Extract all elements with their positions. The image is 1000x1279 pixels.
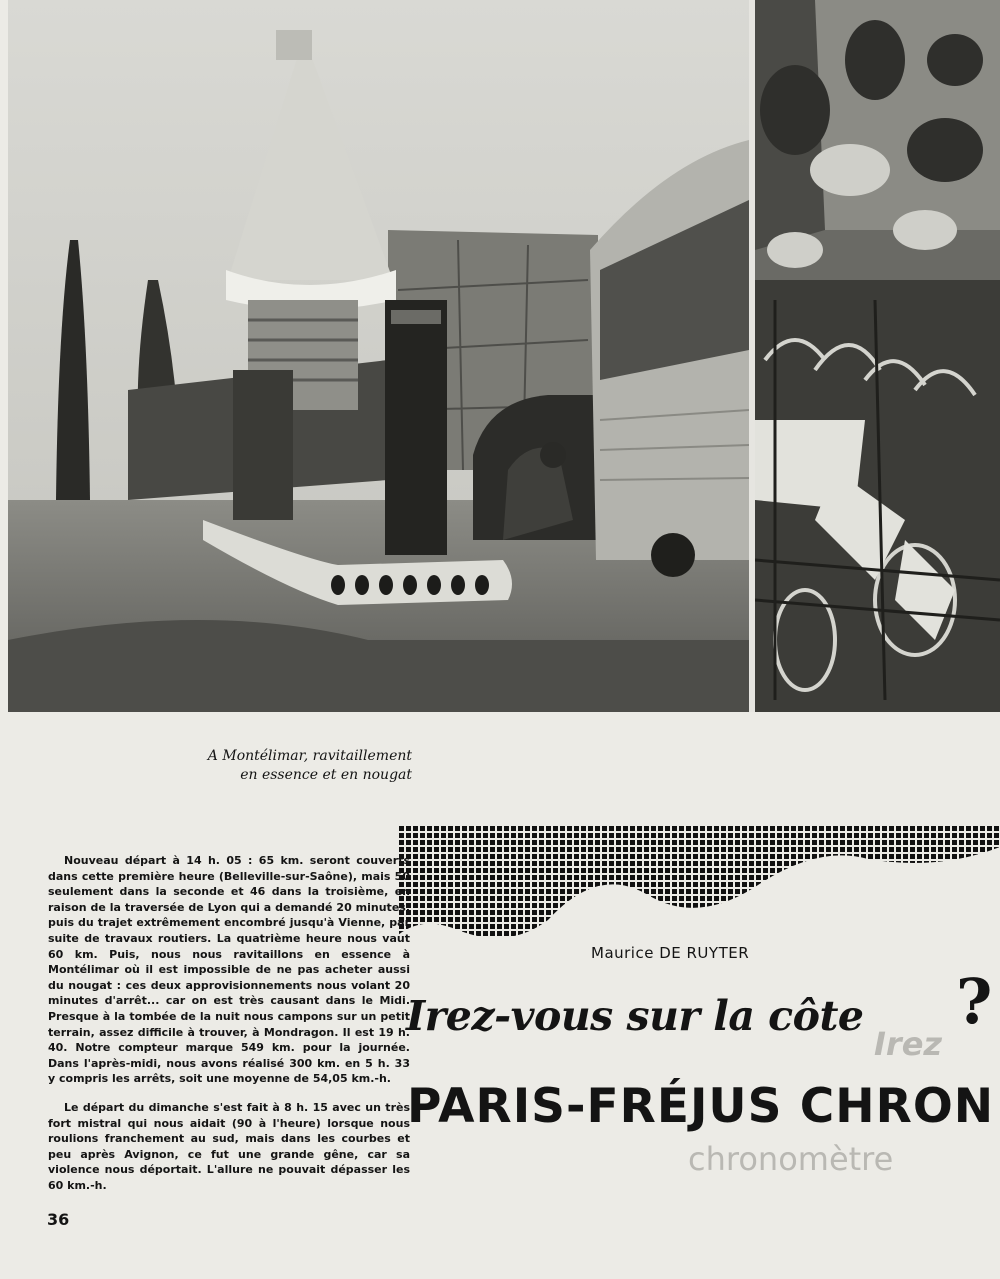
body-paragraph: Le départ du dimanche s'est fait à 8 h. 15 avec un très fort mistral qui nous aidait (90 à l'heure) lorsque nous roulions franchement au sud, mais dans les courbes et peu après Avignon, ce fut une grande gêne, car sa violence nous déportait. L'allure ne pouvait dépasser les 60 km.-h. <box>48 1101 410 1192</box>
caption-line-2: en essence et en nougat <box>240 767 412 783</box>
headline: Irez-vous sur la côte <box>406 992 864 1040</box>
show-through-text: Irez <box>874 1025 943 1063</box>
show-through-text: chronomètre <box>688 1140 894 1178</box>
headline-question-mark: ? <box>956 965 993 1038</box>
body-paragraph: Nouveau départ à 14 h. 05 : 65 km. seront couverts dans cette première heure (Belleville-sur-Saône), mais 50 seulement dans la seconde et 46 dans la troisième, en raison de la traversée de Lyon qui a demandé 20 minutes, puis du trajet extrêmement encombré jusqu'à Vienne, par suite de travaux routiers. La quatrième heure nous vaut 60 km. Puis, nous nous ravitaillons en essence à Montélimar où il est impossible de ne pas acheter aussi du nougat : ces deux approvisionnements nous volant 20 minutes d'arrêt... car on est très causant dans le Midi. Presque à la tombée de la nuit nous campons sur un petit terrain, assez difficile à trouver, à Mondragon. Il est 19 h. 40. Notre compteur marque 549 km. pour la journée. Dans l'après-midi, nous avons réalisé 300 km. en 5 h. 33 y compris les arrêts, soit une moyenne de 54,05 km.-h. <box>48 854 410 1086</box>
nougat-market-photo <box>755 0 1000 712</box>
author-name: Maurice DE RUYTER <box>591 944 750 962</box>
caption-line-1: A Montélimar, ravitaillement <box>207 748 412 764</box>
halftone-wave-band <box>398 825 1000 955</box>
montelimar-gas-station-photo <box>8 0 749 712</box>
subtitle: PARIS-FRÉJUS CHRON <box>407 1079 995 1134</box>
photo-caption <box>150 747 412 785</box>
page-number: 36 <box>47 1210 70 1229</box>
